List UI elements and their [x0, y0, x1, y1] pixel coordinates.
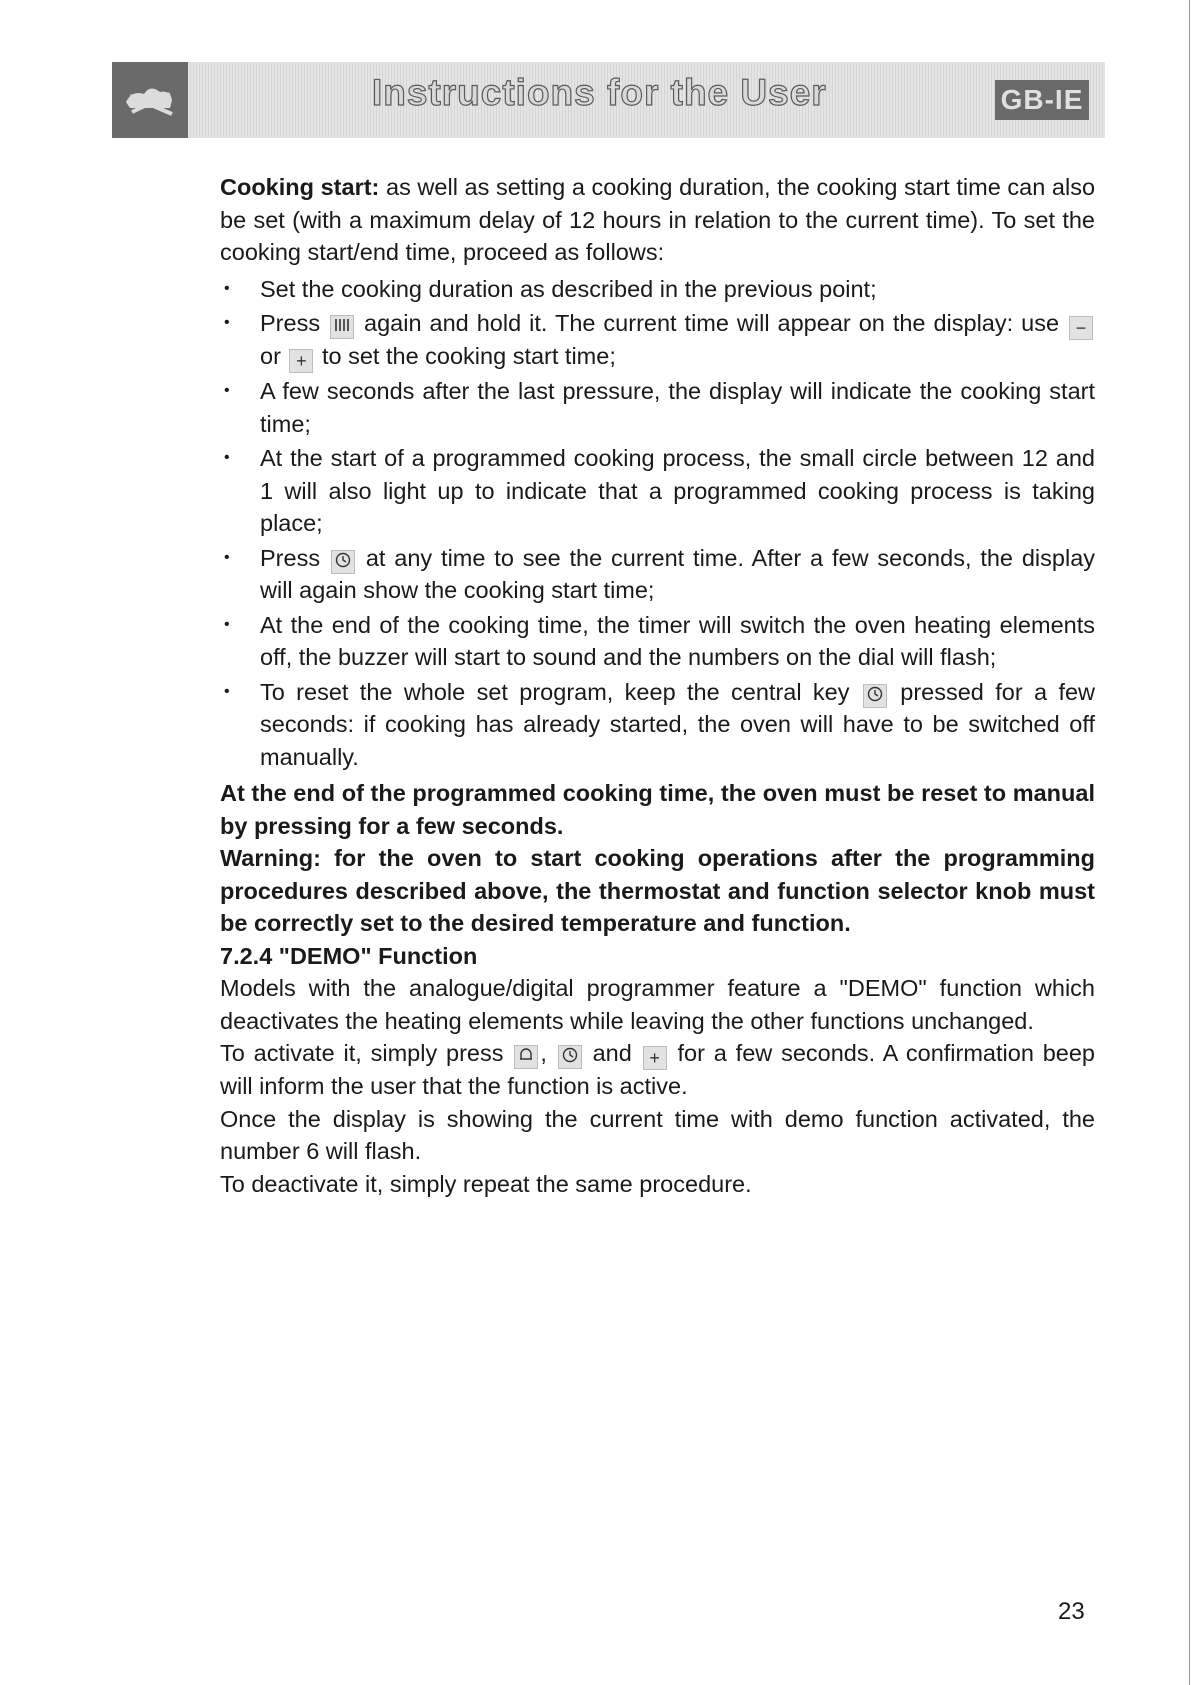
page-body: [220, 171, 1095, 1200]
plus-key-icon: +: [643, 1046, 667, 1070]
page-header: [112, 62, 1105, 138]
demo-paragraph-4: To deactivate it, simply repeat the same procedure.: [220, 1170, 752, 1197]
cooking-start-intro: as well as setting a cooking duration, the cooking start time can also be set (with a maximum delay of 12 hours in relation to the current time). To set the cooking start/end time, proceed as follows:: [220, 174, 1096, 265]
bell-key-icon: [514, 1045, 538, 1069]
list-item: • To reset the whole set program, keep the central key pressed for a few seconds: if cooking has already started, the oven will have to be switched off manually.: [220, 676, 1095, 774]
clock-key-icon: [558, 1045, 582, 1069]
header-title: Instructions for the User: [372, 72, 827, 113]
cooking-start-paragraph: [220, 171, 1095, 269]
warning-note: Warning: for the oven to start cooking operations after the programming procedures described above, the thermostat and function selector knob must be correctly set to the desired temperature and function.: [220, 845, 1095, 936]
list-item: • Press again and hold it. The current time will appear on the display: use − or + to set the cooking start time;: [220, 307, 1095, 373]
cooking-start-steps: [220, 273, 1095, 774]
chef-hat-icon: [112, 62, 188, 138]
page-number: 23: [1058, 1598, 1085, 1625]
minus-key-icon: −: [1069, 316, 1093, 340]
page-edge-rule: [1189, 0, 1190, 1685]
list-item: • At the end of the cooking time, the timer will switch the oven heating elements off, the buzzer will start to sound and the numbers on the dial will flash;: [220, 609, 1095, 674]
clock-key-icon: [863, 684, 887, 708]
list-item: • A few seconds after the last pressure, the display will indicate the cooking start time;: [220, 375, 1095, 440]
demo-paragraph-3: Once the display is showing the current time with demo function activated, the number 6 will flash.: [220, 1105, 1095, 1164]
cooking-start-label: Cooking start:: [220, 174, 380, 200]
demo-heading: 7.2.4 "DEMO" Function: [220, 942, 478, 969]
clock-key-icon: [331, 550, 355, 574]
list-item: • At the start of a programmed cooking process, the small circle between 12 and 1 will also light up to indicate that a programmed cooking process is taking place;: [220, 442, 1095, 540]
list-item: • Set the cooking duration as described in the previous point;: [220, 273, 1095, 306]
heat-key-icon: [330, 315, 354, 339]
language-badge: GB-IE: [995, 80, 1089, 120]
demo-paragraph-2: To activate it, simply press , and + for a few seconds. A confirmation beep will inform the user that the function is active.: [220, 1040, 1096, 1099]
end-of-cooking-note: At the end of the programmed cooking time, the oven must be reset to manual by pressing for a few seconds.: [220, 780, 1095, 839]
brand-logo: [112, 62, 188, 138]
list-item: • Press at any time to see the current time. After a few seconds, the display will again show the cooking start time;: [220, 542, 1095, 607]
plus-key-icon: +: [289, 349, 313, 373]
demo-paragraph-1: Models with the analogue/digital programmer feature a "DEMO" function which deactivates the heating elements while leaving the other functions unchanged.: [220, 975, 1095, 1034]
